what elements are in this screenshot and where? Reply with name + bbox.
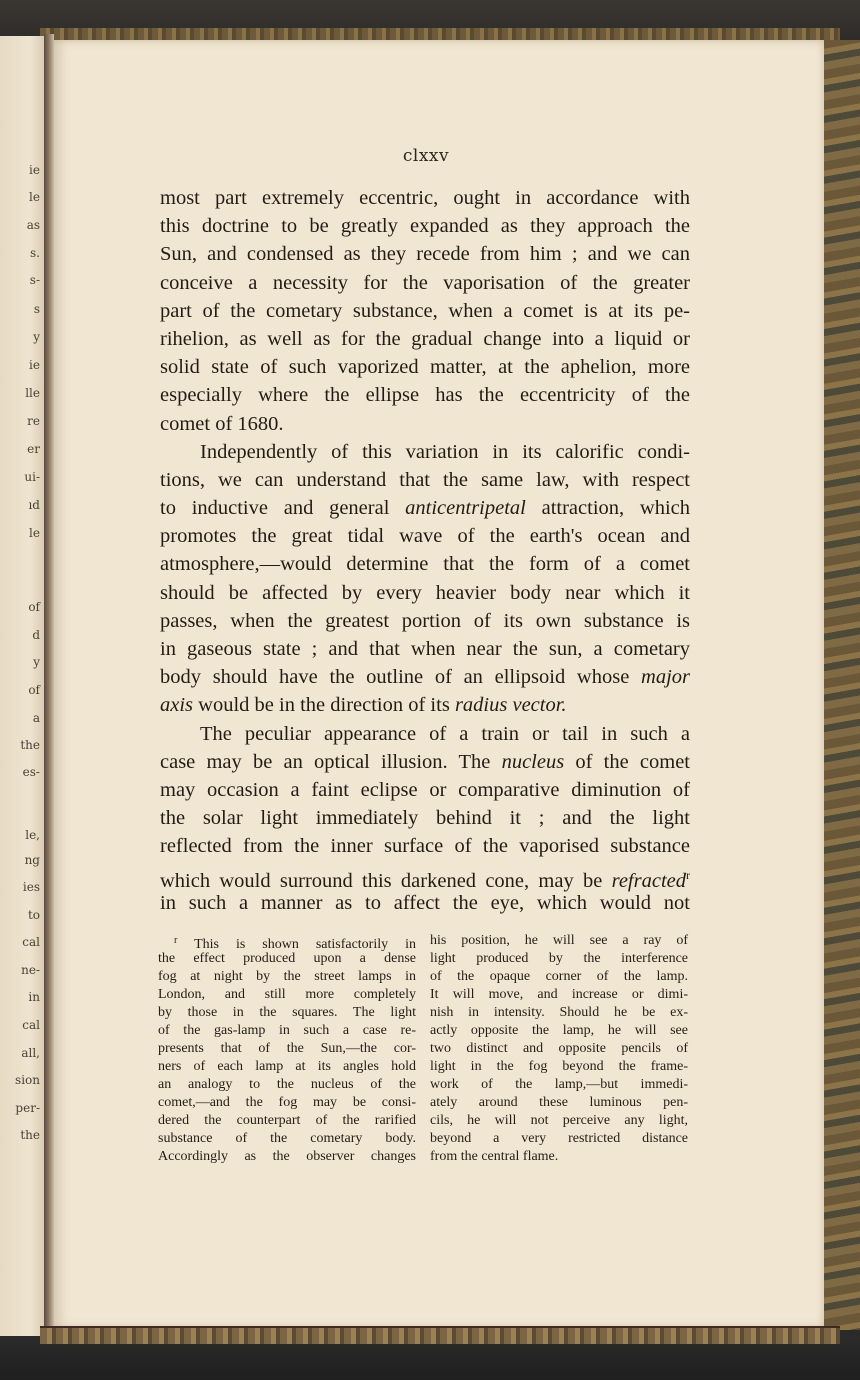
facing-page-fragment: ng	[24, 853, 40, 867]
footnote-line	[158, 1022, 416, 1040]
text-run: reflected from the inner surface of the vaporised substance	[160, 835, 690, 858]
facing-page-fragment: ui-	[24, 470, 40, 484]
text-line	[160, 832, 690, 860]
text-run: Independently of this variation in its calorific condi-	[200, 440, 690, 463]
text-run: comet,—and the fog may be consi-	[158, 1095, 416, 1110]
footnote-line	[158, 1148, 416, 1166]
text-run: of the opaque corner of the lamp.	[430, 969, 688, 984]
text-run: from the central flame.	[430, 1149, 559, 1164]
text-line	[160, 269, 690, 297]
facing-page-fragment: y	[33, 330, 40, 344]
facing-page-fragment: of	[28, 683, 40, 697]
footnote-line	[430, 1004, 688, 1022]
text-line	[160, 607, 690, 635]
text-run: cils, he will not perceive any light,	[430, 1113, 688, 1128]
text-run: substance of the cometary body.	[158, 1131, 416, 1146]
text-run: body should have the outline of an ellipsoid whose	[160, 666, 642, 689]
footnote-line	[158, 1076, 416, 1094]
footnote-line	[430, 1112, 688, 1130]
text-line	[160, 748, 690, 776]
text-line	[160, 776, 690, 804]
text-run: conceive a necessity for the vaporisation of the greater	[160, 271, 690, 294]
text-run: by those in the squares. The light	[158, 1005, 416, 1020]
facing-page-fragment: ne-	[21, 963, 40, 977]
footnote-column-left	[158, 932, 416, 1166]
text-line	[160, 635, 690, 663]
facing-page-fragment: as	[26, 218, 40, 232]
footnote-line	[158, 1094, 416, 1112]
facing-page-fragment: the	[20, 738, 40, 752]
text-run: light produced by the interference	[430, 951, 688, 966]
footnote-line	[430, 1148, 688, 1166]
footnote-line	[158, 1004, 416, 1022]
text-run: of the gas-lamp in such a case re-	[158, 1023, 416, 1038]
facing-page-fragment: lle	[25, 386, 40, 400]
text-run: beyond a very restricted distance	[430, 1131, 688, 1146]
text-run: promotes the great tidal wave of the earth's ocean and	[160, 525, 690, 548]
text-line	[160, 691, 690, 719]
text-line	[160, 861, 690, 892]
italic-term: axis	[160, 694, 194, 717]
text-run: light in the fog beyond the frame-	[430, 1059, 688, 1074]
italic-term: anticentripetal	[405, 497, 526, 520]
text-run: passes, when the greatest portion of its own substance is	[160, 609, 690, 632]
footnote-line	[158, 1058, 416, 1076]
text-line	[160, 522, 690, 550]
footnote-line	[430, 986, 688, 1004]
footnote-line	[158, 932, 416, 950]
facing-page-fragment: cal	[22, 1018, 40, 1032]
facing-page-fragment: le	[29, 526, 40, 540]
facing-page-fragment: re	[27, 414, 40, 428]
footnote-line	[158, 986, 416, 1004]
text-run: presents that of the Sun,—the cor-	[158, 1041, 416, 1056]
footnote-line	[158, 968, 416, 986]
text-run: Sun, and condensed as they recede from him ; and we can	[160, 243, 690, 266]
facing-page-fragment: ie	[29, 163, 40, 177]
text-line	[160, 550, 690, 578]
text-line	[160, 466, 690, 494]
facing-page-fragment: d	[32, 628, 40, 642]
facing-page-fragment: sion	[15, 1073, 40, 1087]
text-line	[160, 381, 690, 409]
facing-page-fragment: ie	[29, 358, 40, 372]
text-run: two distinct and opposite pencils of	[430, 1041, 688, 1056]
page-number: clxxv	[402, 146, 450, 166]
facing-page-fragment: in	[28, 990, 40, 1004]
text-run: ately around these luminous pen-	[430, 1095, 688, 1110]
facing-page-fragment: ıd	[28, 498, 40, 512]
footnote-line	[430, 1130, 688, 1148]
text-run: in gaseous state ; and that when near the sun, a cometary	[160, 638, 690, 660]
facing-page-fragment: s.	[30, 246, 40, 260]
text-run: which would surround this darkened cone, may be	[160, 869, 612, 892]
text-line	[160, 297, 690, 325]
text-line	[160, 438, 690, 466]
footnote-line	[430, 950, 688, 968]
facing-page-fragment: a	[32, 711, 40, 725]
italic-term: radius vector.	[454, 694, 567, 717]
footnote-line	[430, 968, 688, 986]
footnote-marker: r	[174, 935, 178, 946]
facing-page-fragment: le	[29, 190, 40, 204]
footnote-line	[158, 950, 416, 968]
text-run: ners of each lamp at its angles hold	[158, 1059, 416, 1074]
facing-page-fragment: of	[28, 600, 40, 614]
facing-page-fragment: y	[33, 655, 40, 669]
text-run: comet of 1680.	[160, 412, 284, 435]
footnote-reference: r	[686, 867, 690, 882]
text-line	[160, 212, 690, 240]
text-run: part of the cometary substance, when a comet is at its pe-	[160, 299, 690, 322]
facing-page-fragment: er	[27, 442, 40, 456]
footnote-line	[158, 1040, 416, 1058]
facing-page-fragment: all,	[21, 1046, 40, 1060]
text-line	[160, 579, 690, 607]
facing-page-fragment: to	[27, 908, 40, 922]
text-run: should be affected by every heavier body near which it	[160, 581, 690, 604]
text-run: most part extremely eccentric, ought in accordance with	[160, 187, 690, 209]
facing-page-fragment: cal	[22, 935, 40, 949]
text-run: may occasion a faint eclipse or comparative diminution of	[160, 778, 690, 801]
text-run: It will move, and increase or dimi-	[430, 987, 688, 1002]
text-run: actly opposite the lamp, he will see	[430, 1023, 688, 1038]
text-run: the effect produced upon a dense	[158, 951, 416, 966]
text-run: in such a manner as to affect the eye, which would not	[160, 891, 690, 914]
text-run: This is shown satisfactorily in	[177, 937, 416, 952]
main-text	[160, 184, 690, 917]
footnote-line	[430, 1040, 688, 1058]
text-run: atmosphere,—would determine that the form of a comet	[160, 553, 690, 576]
facing-page-fragment: le,	[25, 828, 40, 842]
text-run: his position, he will see a ray of	[430, 933, 688, 948]
text-line	[160, 184, 690, 212]
facing-page-fragment: es-	[22, 765, 40, 779]
text-run: fog at night by the street lamps in	[158, 969, 416, 984]
facing-page-fragment: the	[20, 1128, 40, 1142]
facing-page-fragment: s-	[29, 273, 40, 287]
text-line	[160, 804, 690, 832]
text-line	[160, 410, 690, 438]
text-run: would be in the direction of its	[193, 694, 455, 717]
text-run: Accordingly as the observer changes	[158, 1149, 416, 1164]
text-run: work of the lamp,—but immedi-	[430, 1077, 688, 1092]
footnote-line	[158, 1112, 416, 1130]
book-gutter	[44, 34, 54, 1338]
facing-page-fragment: per-	[15, 1101, 40, 1115]
text-run: an analogy to the nucleus of the	[158, 1077, 416, 1092]
bottom-gilt-edge	[40, 1326, 840, 1344]
text-line	[160, 494, 690, 522]
text-run: nish in intensity. Should he be ex-	[430, 1005, 688, 1020]
footnote-line	[430, 932, 688, 950]
text-run: to inductive and general	[160, 497, 406, 520]
text-run: of the comet	[564, 750, 691, 773]
italic-term: refracted	[611, 869, 686, 892]
footnote-line	[158, 1130, 416, 1148]
text-run: solid state of such vaporized matter, at the aphelion, more	[160, 356, 690, 379]
text-run: case may be an optical illusion. The	[160, 750, 502, 773]
facing-page-fragment: ies	[22, 880, 40, 894]
text-run: The peculiar appearance of a train or tail in such a	[200, 722, 690, 745]
marbled-fore-edge	[822, 40, 860, 1330]
text-line	[160, 353, 690, 381]
text-run: dered the counterpart of the rarified	[158, 1113, 416, 1128]
text-run: especially where the ellipse has the eccentricity of the	[160, 384, 690, 407]
text-line	[160, 240, 690, 268]
text-run: London, and still more completely	[158, 987, 416, 1002]
text-line	[160, 663, 690, 691]
text-run: rihelion, as well as for the gradual change into a liquid or	[160, 327, 690, 350]
text-run: this doctrine to be greatly expanded as they approach the	[160, 215, 690, 238]
footnote-line	[430, 1094, 688, 1112]
facing-page-fragment: s	[33, 302, 40, 316]
footnote-column-right	[430, 932, 688, 1166]
text-line	[160, 325, 690, 353]
facing-page-edge	[0, 36, 44, 1336]
text-run: tions, we can understand that the same law, with respect	[160, 468, 690, 491]
footnote-line	[430, 1022, 688, 1040]
italic-term: nucleus	[501, 750, 565, 773]
footnote-line	[430, 1076, 688, 1094]
italic-term: major	[641, 666, 690, 689]
footnote-line	[430, 1058, 688, 1076]
text-run: the solar light immediately behind it ; and the light	[160, 807, 690, 830]
text-run: attraction, which	[525, 497, 690, 520]
text-line	[160, 720, 690, 748]
text-line	[160, 889, 690, 917]
